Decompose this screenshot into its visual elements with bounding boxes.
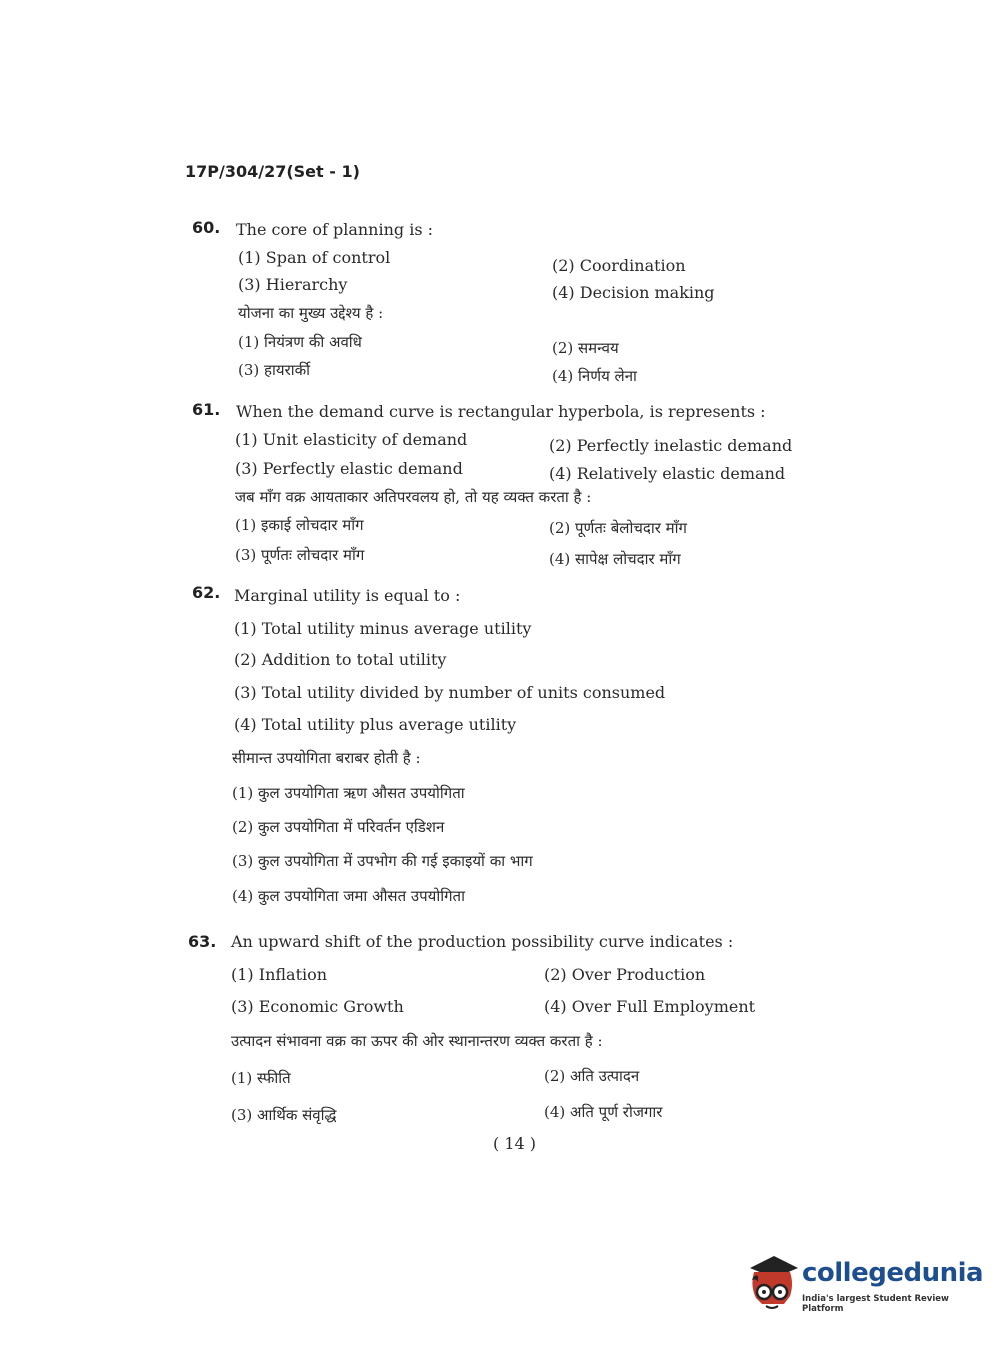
question-text-hi: उत्पादन संभावना वक्र का ऊपर की ओर स्थानान्तरण व्यक्त करता है : bbox=[231, 1032, 603, 1050]
option-en-4: (4) Total utility plus average utility bbox=[234, 715, 517, 734]
option-en-4: (4) Over Full Employment bbox=[544, 997, 756, 1016]
option-en-1: (1) Unit elasticity of demand bbox=[235, 430, 468, 449]
question-text-en: Marginal utility is equal to : bbox=[234, 586, 461, 605]
question-number: 60. bbox=[192, 218, 221, 237]
question-text-hi: जब माँग वक्र आयताकार अतिपरवलय हो, तो यह व्यक्त करता है : bbox=[235, 488, 592, 506]
option-hi-3: (3) आर्थिक संवृद्धि bbox=[231, 1106, 337, 1124]
option-hi-3: (3) हायरार्की bbox=[238, 361, 310, 379]
option-en-4: (4) Decision making bbox=[552, 283, 715, 302]
option-en-2: (2) Over Production bbox=[544, 965, 706, 984]
option-hi-2: (2) अति उत्पादन bbox=[544, 1067, 640, 1085]
question-number: 63. bbox=[188, 932, 217, 951]
option-hi-4: (4) कुल उपयोगिता जमा औसत उपयोगिता bbox=[232, 887, 465, 905]
option-en-1: (1) Total utility minus average utility bbox=[234, 619, 532, 638]
option-hi-2: (2) पूर्णतः बेलोचदार माँग bbox=[549, 519, 687, 537]
mascot-icon bbox=[744, 1252, 800, 1314]
question-text-en: An upward shift of the production possibility curve indicates : bbox=[231, 932, 734, 951]
option-hi-2: (2) कुल उपयोगिता में परिवर्तन एडिशन bbox=[232, 818, 445, 836]
question-number: 62. bbox=[192, 583, 221, 602]
option-hi-1: (1) इकाई लोचदार माँग bbox=[235, 516, 364, 534]
option-hi-3: (3) पूर्णतः लोचदार माँग bbox=[235, 546, 365, 564]
option-en-2: (2) Coordination bbox=[552, 256, 686, 275]
option-hi-4: (4) निर्णय लेना bbox=[552, 367, 637, 385]
option-en-3: (3) Total utility divided by number of units consumed bbox=[234, 683, 666, 702]
option-en-3: (3) Hierarchy bbox=[238, 275, 348, 294]
paper-code: 17P/304/27(Set - 1) bbox=[185, 162, 360, 181]
option-hi-4: (4) सापेक्ष लोचदार माँग bbox=[549, 550, 681, 568]
question-text-hi: सीमान्त उपयोगिता बराबर होती है : bbox=[232, 749, 421, 767]
option-hi-1: (1) कुल उपयोगिता ऋण औसत उपयोगिता bbox=[232, 784, 465, 802]
option-en-1: (1) Span of control bbox=[238, 248, 391, 267]
question-number: 61. bbox=[192, 400, 221, 419]
brand-name: collegedunia bbox=[802, 1258, 984, 1288]
option-en-1: (1) Inflation bbox=[231, 965, 328, 984]
question-text-en: The core of planning is : bbox=[236, 220, 434, 239]
option-en-2: (2) Perfectly inelastic demand bbox=[549, 436, 793, 455]
option-hi-1: (1) स्फीति bbox=[231, 1069, 291, 1087]
brand-tagline: India's largest Student Review Platform bbox=[802, 1294, 949, 1314]
option-en-4: (4) Relatively elastic demand bbox=[549, 464, 786, 483]
question-text-en: When the demand curve is rectangular hyperbola, is represents : bbox=[236, 402, 766, 421]
option-hi-2: (2) समन्वय bbox=[552, 339, 619, 357]
option-en-2: (2) Addition to total utility bbox=[234, 650, 447, 669]
page-number: ( 14 ) bbox=[493, 1134, 537, 1153]
option-hi-3: (3) कुल उपयोगिता में उपभोग की गई इकाइयों का भाग bbox=[232, 852, 533, 870]
collegedunia-logo[interactable] bbox=[744, 1250, 984, 1320]
option-hi-1: (1) नियंत्रण की अवधि bbox=[238, 333, 362, 351]
question-text-hi: योजना का मुख्य उद्देश्य है : bbox=[238, 304, 384, 322]
option-en-3: (3) Economic Growth bbox=[231, 997, 404, 1016]
option-en-3: (3) Perfectly elastic demand bbox=[235, 459, 463, 478]
option-hi-4: (4) अति पूर्ण रोजगार bbox=[544, 1103, 663, 1121]
